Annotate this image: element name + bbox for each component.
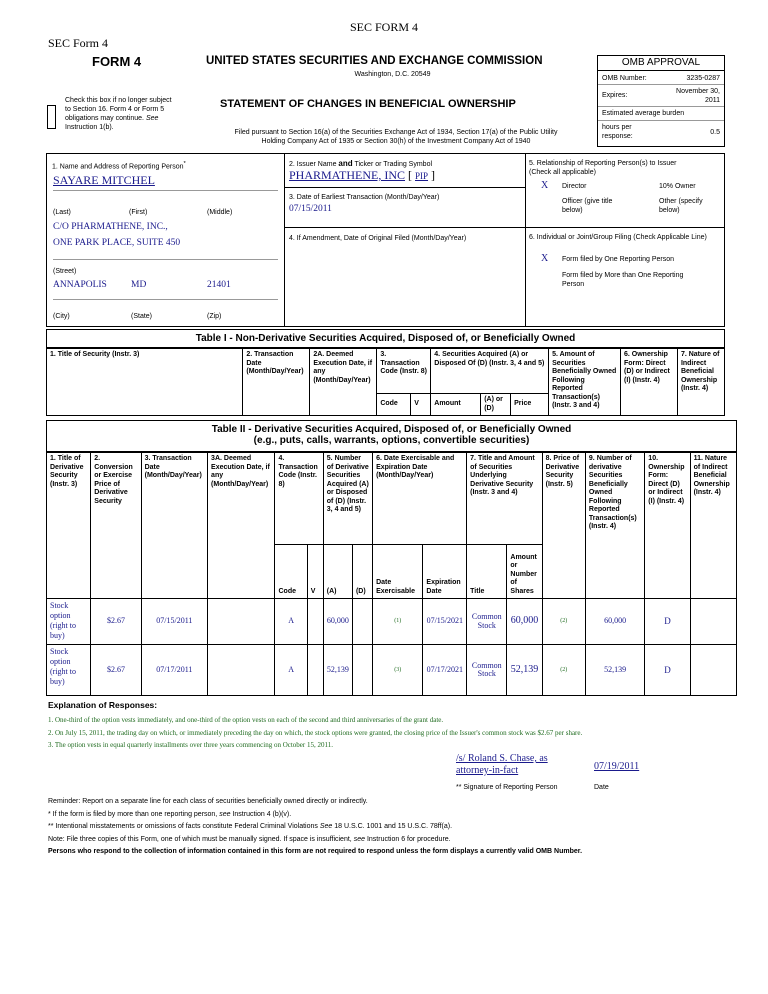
footer-notes: Reminder: Report on a separate line for each class of securities beneficially owned directly or indirectly. * If the form is filed by more than one reporting person, see Instruction 4 (b)(v). ** Intentional misstatements or omissions of facts constitute Federal Criminal Violations See 18 U.S.C. 1001 and 15 U.S.C. 78ff(a). Note: File three copies of this Form, one of which must be manually signed. If space is insufficient, see Instruction 6 for procedure. Persons who respond to the collection of information contained in this form are not required to respond unless the form displays a currently valid OMB Number. <box>48 798 583 855</box>
table-row: Stock option (right to buy) $2.67 07/17/2011 A 52,139 (3) 07/17/2021 Common Stock 52,139 (2) 52,139 D <box>47 645 737 696</box>
date-label: Date <box>594 784 609 791</box>
t1-header-amount-owned: 5. Amount of Securities Beneficially Owned Following Reported Transaction(s) (Instr. 3 and 4) <box>549 349 621 416</box>
commission-city: Washington, D.C. 20549 <box>354 71 431 78</box>
t1-header-ownership-form: 6. Ownership Form: Direct (D) or Indirect (I) (Instr. 4) <box>621 349 678 416</box>
t1-header-title: 1. Title of Security (Instr. 3) <box>47 349 243 416</box>
t1-header-nature: 7. Nature of Indirect Beneficial Ownership (Instr. 4) <box>677 349 724 416</box>
address-line-2: ONE PARK PLACE, SUITE 450 <box>53 238 181 248</box>
state-value: MD <box>131 280 147 290</box>
t2-header-date: 3. Transaction Date (Month/Day/Year) <box>141 453 207 599</box>
box-5-relationship: 5. Relationship of Reporting Person(s) to Issuer (Check all applicable) X Director 10% Owner Officer (give title below) Other (specify below) <box>525 154 724 228</box>
footnote-2: 2. On July 15, 2011, the trading day on which, or immediately preceding the day on which, the stock options were granted, the closing price of the Issuer's common stock was $2.67 per share. <box>48 728 583 737</box>
footnote-1: 1. One-third of the option vests immediately, and one-third of the option vests on each of the second and third anniversaries of the grant date. <box>48 716 444 724</box>
t2-header-deriv-price: 8. Price of Derivative Security (Instr. 5) <box>542 453 585 599</box>
t1-header-securities: 4. Securities Acquired (A) or Disposed Of (D) (Instr. 3, 4 and 5) <box>431 349 549 394</box>
explanation-title: Explanation of Responses: <box>48 700 158 710</box>
omb-approval-box <box>597 55 725 147</box>
table-2-title: Table II - Derivative Securities Acquired, Disposed of, or Beneficially Owned (e.g., puts, calls, warrants, options, convertible securities) <box>46 420 737 452</box>
earliest-transaction-date: 07/15/2011 <box>289 204 332 214</box>
t2-header-code: 4. Transaction Code (Instr. 8) <box>275 453 323 545</box>
table-1-non-derivative: 1. Title of Security (Instr. 3) 2. Transaction Date (Month/Day/Year) 2A. Deemed Execution Date, if any (Month/Day/Year) 3. Transaction Code (Instr. 8) 4. Securities Acquired (A) or Disposed Of (D) (Instr. 3, 4 and 5) 5. Amount of Securities Beneficially Owned Following Reported Transaction(s) (Instr. 3 and 4) 6. Ownership Form: Direct (D) or Indirect (I) (Instr. 4) 7. Nature of Indirect Beneficial Ownership (Instr. 4) Code V Amount (A) or (D) Price <box>46 348 725 416</box>
t2-header-nature: 11. Nature of Indirect Beneficial Ownership (Instr. 4) <box>690 453 736 599</box>
table-2-derivative: 1. Title of Derivative Security (Instr. 3) 2. Conversion or Exercise Price of Derivative Security 3. Transaction Date (Month/Day/Year) 3A. Deemed Execution Date, if any (Month/Day/Year) 4. Transaction Code (Instr. 8) 5. Number of Derivative Securities Acquired (A) or Disposed of (D) (Instr. 3, 4 and 5) 6. Date Exercisable and Expiration Date (Month/Day/Year) 7. Title and Amount of Securities Underlying Derivative Security (Instr. 3 and 4) 8. Price of Derivative Security (Instr. 5) 9. Number of derivative Securities Beneficially Owned Following Reported Transaction(s) (Instr. 4) 10. Ownership Form: Direct (D) or Indirect (I) (Instr. 4) 11. Nature of Indirect Beneficial Ownership (Instr. 4) Code V (A) (D) Date Exercisable Expiration Date Title Amount or Number of Shares Stock option (right to buy) $2.67 07/15/2011 A 60,000 (1) 07/15/2021 Common Stock 60,000 (2) 60,000 D Stock option (right to buy) $2.67 07/17/2011 A 52,139 (3) 07/17/2021 Common Stock 52,139 (2) 52,139 D <box>46 452 737 696</box>
filed-pursuant-text: Filed pursuant to Section 16(a) of the Securities Exchange Act of 1934, Section 17(a) of the Public Utility Holding Company Act of 1935 or Section 30(h) of the Investment Company Act of 1940 <box>234 129 558 145</box>
box-4-amendment: 4. If Amendment, Date of Original Filed (Month/Day/Year) <box>284 227 526 326</box>
statement-title: STATEMENT OF CHANGES IN BENEFICIAL OWNERSHIP <box>220 98 516 110</box>
footnote-ref[interactable]: (1) <box>373 599 423 645</box>
t2-header-exercisable: 6. Date Exercisable and Expiration Date (Month/Day/Year) <box>373 453 467 545</box>
t2-header-deemed: 3A. Deemed Execution Date, if any (Month/Day/Year) <box>208 453 275 599</box>
omb-hours-row: hours per response: 0.5 <box>602 124 720 140</box>
t2-header-owned: 9. Number of derivative Securities Beneficially Owned Following Reported Transaction(s) (Instr. 4) <box>585 453 644 599</box>
t2-header-title: 1. Title of Derivative Security (Instr. 3) <box>47 453 91 599</box>
box-1-reporting-person: 1. Name and Address of Reporting Person* SAYARE MITCHEL (Last) (First) (Middle) C/O PHARMATHENE, INC., ONE PARK PLACE, SUITE 450 (Street) ANNAPOLIS MD 21401 (City) (State) (Zip) <box>47 154 285 326</box>
zip-value: 21401 <box>207 280 231 290</box>
table-1-title: Table I - Non-Derivative Securities Acquired, Disposed of, or Beneficially Owned <box>46 329 725 348</box>
one-person-check-mark[interactable]: X <box>541 253 549 264</box>
t2-header-underlying: 7. Title and Amount of Securities Underlying Derivative Security (Instr. 3 and 4) <box>467 453 542 545</box>
omb-expires-row: Expires: November 30, 2011 <box>598 85 724 107</box>
reporting-info-block <box>46 153 725 327</box>
omb-title: OMB APPROVAL <box>598 56 724 71</box>
t1-header-deemed: 2A. Deemed Execution Date, if any (Month/Day/Year) <box>310 349 377 416</box>
address-line-1: C/O PHARMATHENE, INC., <box>53 222 168 232</box>
no-longer-subject-checkbox[interactable] <box>47 105 56 129</box>
ticker-symbol[interactable]: PIP <box>415 171 429 181</box>
reporting-person-name[interactable]: SAYARE MITCHEL <box>53 173 155 187</box>
box-3-earliest-transaction: 3. Date of Earliest Transaction (Month/Day/Year) 07/15/2011 <box>284 187 526 228</box>
issuer-name[interactable]: PHARMATHENE, INC <box>289 168 406 182</box>
explanation-notes <box>48 714 738 752</box>
t2-header-price: 2. Conversion or Exercise Price of Derivative Security <box>91 453 141 599</box>
box-6-filing: 6. Individual or Joint/Group Filing (Check Applicable Line) X Form filed by One Reporting Person Form filed by More than One Reporting Person <box>529 234 707 288</box>
page-header: SEC FORM 4 <box>349 20 419 34</box>
commission-title: UNITED STATES SECURITIES AND EXCHANGE COMMISSION <box>206 55 543 67</box>
footnote-3: 3. The option vests in equal quarterly installments over three years commencing on October 15, 2011. <box>48 741 333 749</box>
doc-label: SEC Form 4 <box>48 36 109 50</box>
box-2-issuer: 2. Issuer Name and Ticker or Trading Symbol PHARMATHENE, INC [ PIP ] <box>284 154 526 188</box>
director-check-mark[interactable]: X <box>541 180 549 191</box>
form-label: FORM 4 <box>92 54 142 69</box>
signature-date[interactable]: 07/19/2011 <box>594 761 640 772</box>
signature-label: ** Signature of Reporting Person <box>456 784 558 791</box>
t1-header-date: 2. Transaction Date (Month/Day/Year) <box>243 349 310 416</box>
table-row: Stock option (right to buy) $2.67 07/15/2011 A 60,000 (1) 07/15/2021 Common Stock 60,000 (2) 60,000 D <box>47 599 737 645</box>
t2-header-form: 10. Ownership Form: Direct (D) or Indirect (I) (Instr. 4) <box>645 453 690 599</box>
omb-number-row: OMB Number: 3235-0287 <box>598 71 724 85</box>
t1-header-code: 3. Transaction Code (Instr. 8) <box>377 349 431 394</box>
omb-burden-label: Estimated average burden <box>598 107 724 121</box>
city-value: ANNAPOLIS <box>53 280 107 290</box>
t2-header-number: 5. Number of Derivative Securities Acquired (A) or Disposed of (D) (Instr. 3, 4 and 5) <box>323 453 372 545</box>
footnote-ref[interactable]: (2) <box>542 645 585 696</box>
signature-name[interactable]: /s/ Roland S. Chase, as attorney-in-fact <box>456 753 548 776</box>
footnote-ref[interactable]: (3) <box>373 645 423 696</box>
footnote-ref[interactable]: (2) <box>542 599 585 645</box>
checkbox-instruction: Check this box if no longer subject to Section 16. Form 4 or Form 5 obligations may continue. See Instruction 1(b). <box>65 97 172 131</box>
